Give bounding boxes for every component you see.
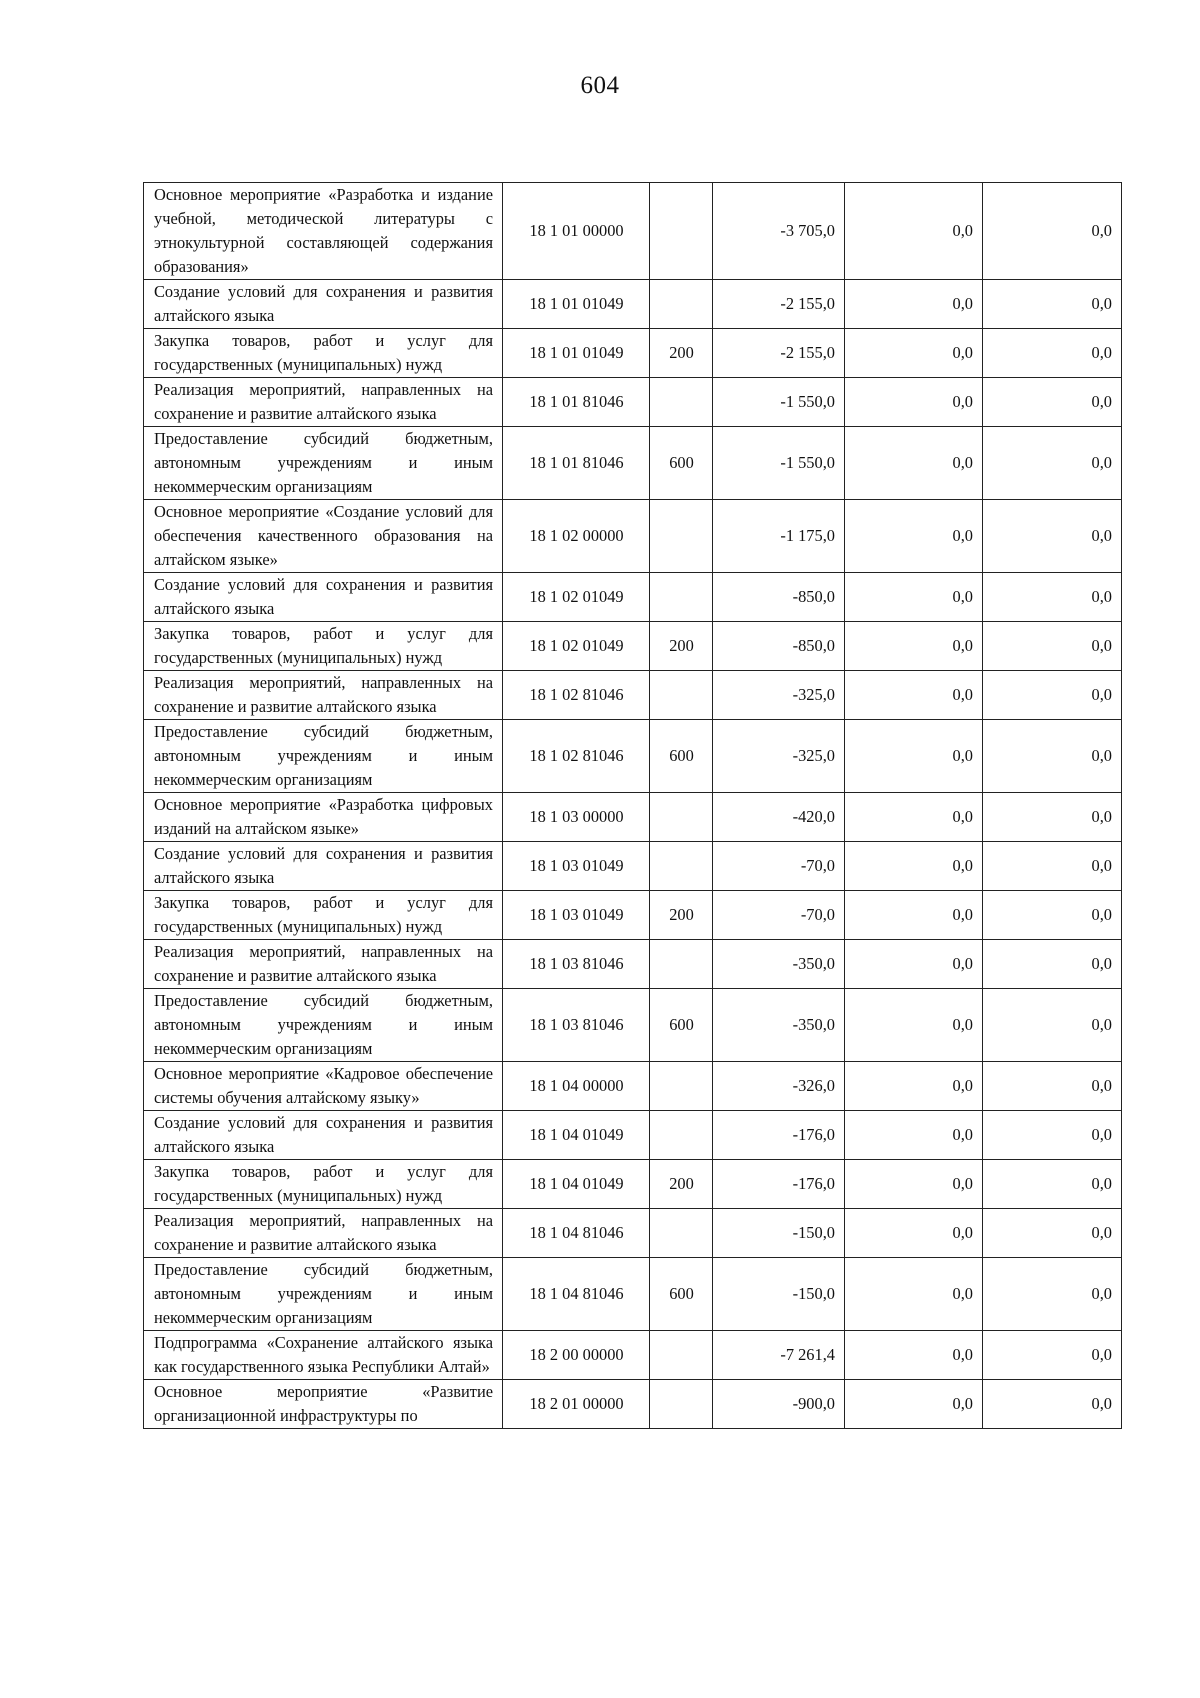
row-code-cell: 18 1 02 00000 <box>503 500 650 573</box>
row-expense-type-cell <box>650 183 713 280</box>
row-name-cell: Реализация мероприятий, направленных на сохранение и развитие алтайского языка <box>144 671 503 720</box>
row-expense-type-cell <box>650 1331 713 1380</box>
row-code-cell: 18 1 04 01049 <box>503 1160 650 1209</box>
row-amount-2-cell: 0,0 <box>845 891 983 940</box>
row-amount-cell: -7 261,4 <box>713 1331 845 1380</box>
row-amount-3-cell: 0,0 <box>983 1111 1122 1160</box>
row-amount-cell: -70,0 <box>713 891 845 940</box>
row-amount-cell: -850,0 <box>713 573 845 622</box>
row-amount-cell: -2 155,0 <box>713 329 845 378</box>
table-row <box>144 500 1122 573</box>
row-expense-type-cell: 200 <box>650 329 713 378</box>
row-code-cell: 18 1 02 81046 <box>503 720 650 793</box>
row-expense-type-cell <box>650 378 713 427</box>
table-row <box>144 427 1122 500</box>
table-row <box>144 793 1122 842</box>
row-name-cell: Создание условий для сохранения и развития алтайского языка <box>144 1111 503 1160</box>
row-expense-type-cell: 200 <box>650 891 713 940</box>
budget-table <box>143 182 1122 1429</box>
row-expense-type-cell <box>650 1111 713 1160</box>
row-expense-type-cell: 200 <box>650 622 713 671</box>
row-code-cell: 18 1 02 01049 <box>503 573 650 622</box>
row-amount-2-cell: 0,0 <box>845 622 983 671</box>
row-name-cell: Основное мероприятие «Развитие организационной инфраструктуры по <box>144 1380 503 1429</box>
row-name-cell: Реализация мероприятий, направленных на сохранение и развитие алтайского языка <box>144 378 503 427</box>
row-amount-2-cell: 0,0 <box>845 671 983 720</box>
row-amount-3-cell: 0,0 <box>983 1258 1122 1331</box>
row-code-cell: 18 1 01 01049 <box>503 329 650 378</box>
table-row <box>144 989 1122 1062</box>
row-amount-3-cell: 0,0 <box>983 671 1122 720</box>
row-expense-type-cell <box>650 500 713 573</box>
row-amount-cell: -1 175,0 <box>713 500 845 573</box>
table-row <box>144 622 1122 671</box>
row-code-cell: 18 1 03 81046 <box>503 940 650 989</box>
row-expense-type-cell <box>650 1062 713 1111</box>
table-row <box>144 183 1122 280</box>
row-amount-3-cell: 0,0 <box>983 183 1122 280</box>
row-amount-cell: -2 155,0 <box>713 280 845 329</box>
row-code-cell: 18 1 01 81046 <box>503 427 650 500</box>
table-row <box>144 1209 1122 1258</box>
row-amount-3-cell: 0,0 <box>983 891 1122 940</box>
row-amount-cell: -3 705,0 <box>713 183 845 280</box>
row-code-cell: 18 2 01 00000 <box>503 1380 650 1429</box>
row-amount-2-cell: 0,0 <box>845 1380 983 1429</box>
row-amount-2-cell: 0,0 <box>845 280 983 329</box>
row-amount-cell: -176,0 <box>713 1111 845 1160</box>
row-amount-2-cell: 0,0 <box>845 500 983 573</box>
row-name-cell: Основное мероприятие «Кадровое обеспечение системы обучения алтайскому языку» <box>144 1062 503 1111</box>
row-expense-type-cell <box>650 671 713 720</box>
row-name-cell: Создание условий для сохранения и развития алтайского языка <box>144 842 503 891</box>
row-name-cell: Создание условий для сохранения и развития алтайского языка <box>144 280 503 329</box>
row-code-cell: 18 1 03 01049 <box>503 842 650 891</box>
row-amount-2-cell: 0,0 <box>845 1160 983 1209</box>
row-amount-2-cell: 0,0 <box>845 842 983 891</box>
row-code-cell: 18 1 01 00000 <box>503 183 650 280</box>
row-code-cell: 18 1 04 81046 <box>503 1258 650 1331</box>
table-row <box>144 1258 1122 1331</box>
row-amount-3-cell: 0,0 <box>983 1331 1122 1380</box>
row-code-cell: 18 1 02 81046 <box>503 671 650 720</box>
row-amount-cell: -150,0 <box>713 1258 845 1331</box>
table-row <box>144 378 1122 427</box>
table-row <box>144 329 1122 378</box>
row-amount-3-cell: 0,0 <box>983 1380 1122 1429</box>
row-name-cell: Основное мероприятие «Разработка цифровых изданий на алтайском языке» <box>144 793 503 842</box>
row-amount-cell: -70,0 <box>713 842 845 891</box>
row-amount-cell: -150,0 <box>713 1209 845 1258</box>
table-row <box>144 1331 1122 1380</box>
row-code-cell: 18 1 04 01049 <box>503 1111 650 1160</box>
row-amount-3-cell: 0,0 <box>983 793 1122 842</box>
row-code-cell: 18 1 03 01049 <box>503 891 650 940</box>
row-amount-2-cell: 0,0 <box>845 183 983 280</box>
row-amount-cell: -326,0 <box>713 1062 845 1111</box>
row-amount-2-cell: 0,0 <box>845 329 983 378</box>
row-amount-3-cell: 0,0 <box>983 573 1122 622</box>
row-name-cell: Закупка товаров, работ и услуг для государственных (муниципальных) нужд <box>144 622 503 671</box>
row-amount-3-cell: 0,0 <box>983 500 1122 573</box>
row-name-cell: Создание условий для сохранения и развития алтайского языка <box>144 573 503 622</box>
row-amount-3-cell: 0,0 <box>983 720 1122 793</box>
row-name-cell: Основное мероприятие «Создание условий для обеспечения качественного образования на алтайском языке» <box>144 500 503 573</box>
row-code-cell: 18 2 00 00000 <box>503 1331 650 1380</box>
row-code-cell: 18 1 01 81046 <box>503 378 650 427</box>
row-amount-cell: -420,0 <box>713 793 845 842</box>
table-row <box>144 720 1122 793</box>
row-name-cell: Закупка товаров, работ и услуг для государственных (муниципальных) нужд <box>144 329 503 378</box>
row-amount-2-cell: 0,0 <box>845 793 983 842</box>
row-code-cell: 18 1 04 81046 <box>503 1209 650 1258</box>
row-name-cell: Предоставление субсидий бюджетным, автономным учреждениям и иным некоммерческим организациям <box>144 1258 503 1331</box>
table-row <box>144 940 1122 989</box>
row-expense-type-cell: 600 <box>650 989 713 1062</box>
table-row <box>144 573 1122 622</box>
row-name-cell: Предоставление субсидий бюджетным, автономным учреждениям и иным некоммерческим организациям <box>144 427 503 500</box>
row-expense-type-cell: 600 <box>650 427 713 500</box>
row-amount-3-cell: 0,0 <box>983 1160 1122 1209</box>
row-name-cell: Предоставление субсидий бюджетным, автономным учреждениям и иным некоммерческим организациям <box>144 720 503 793</box>
table-row <box>144 1111 1122 1160</box>
table-row <box>144 671 1122 720</box>
row-expense-type-cell <box>650 1209 713 1258</box>
row-code-cell: 18 1 04 00000 <box>503 1062 650 1111</box>
row-amount-3-cell: 0,0 <box>983 280 1122 329</box>
row-amount-cell: -350,0 <box>713 940 845 989</box>
row-code-cell: 18 1 03 81046 <box>503 989 650 1062</box>
row-amount-cell: -350,0 <box>713 989 845 1062</box>
row-amount-cell: -325,0 <box>713 671 845 720</box>
row-amount-3-cell: 0,0 <box>983 622 1122 671</box>
row-amount-2-cell: 0,0 <box>845 1258 983 1331</box>
row-amount-cell: -850,0 <box>713 622 845 671</box>
row-amount-cell: -900,0 <box>713 1380 845 1429</box>
row-amount-2-cell: 0,0 <box>845 1209 983 1258</box>
row-amount-2-cell: 0,0 <box>845 1062 983 1111</box>
row-code-cell: 18 1 02 01049 <box>503 622 650 671</box>
row-amount-2-cell: 0,0 <box>845 573 983 622</box>
row-amount-3-cell: 0,0 <box>983 842 1122 891</box>
table-row <box>144 891 1122 940</box>
row-expense-type-cell: 600 <box>650 1258 713 1331</box>
row-name-cell: Закупка товаров, работ и услуг для государственных (муниципальных) нужд <box>144 891 503 940</box>
row-expense-type-cell: 200 <box>650 1160 713 1209</box>
row-name-cell: Подпрограмма «Сохранение алтайского языка как государственного языка Республики Алтай» <box>144 1331 503 1380</box>
row-expense-type-cell: 600 <box>650 720 713 793</box>
row-amount-2-cell: 0,0 <box>845 720 983 793</box>
row-amount-3-cell: 0,0 <box>983 989 1122 1062</box>
table-row <box>144 1380 1122 1429</box>
table-row <box>144 1160 1122 1209</box>
row-amount-cell: -325,0 <box>713 720 845 793</box>
row-expense-type-cell <box>650 793 713 842</box>
row-amount-2-cell: 0,0 <box>845 940 983 989</box>
row-amount-cell: -1 550,0 <box>713 427 845 500</box>
row-amount-3-cell: 0,0 <box>983 378 1122 427</box>
row-amount-2-cell: 0,0 <box>845 427 983 500</box>
row-amount-2-cell: 0,0 <box>845 1111 983 1160</box>
row-expense-type-cell <box>650 1380 713 1429</box>
row-amount-cell: -1 550,0 <box>713 378 845 427</box>
page-number: 604 <box>580 72 620 99</box>
row-name-cell: Закупка товаров, работ и услуг для государственных (муниципальных) нужд <box>144 1160 503 1209</box>
row-code-cell: 18 1 03 00000 <box>503 793 650 842</box>
row-expense-type-cell <box>650 940 713 989</box>
row-name-cell: Основное мероприятие «Разработка и издание учебной, методической литературы с этнокультурной составляющей содержания образования» <box>144 183 503 280</box>
row-expense-type-cell <box>650 573 713 622</box>
table-row <box>144 1062 1122 1111</box>
row-amount-3-cell: 0,0 <box>983 1209 1122 1258</box>
row-amount-2-cell: 0,0 <box>845 378 983 427</box>
row-amount-3-cell: 0,0 <box>983 427 1122 500</box>
row-amount-2-cell: 0,0 <box>845 1331 983 1380</box>
row-name-cell: Предоставление субсидий бюджетным, автономным учреждениям и иным некоммерческим организациям <box>144 989 503 1062</box>
table-row <box>144 842 1122 891</box>
row-amount-2-cell: 0,0 <box>845 989 983 1062</box>
row-amount-3-cell: 0,0 <box>983 1062 1122 1111</box>
row-name-cell: Реализация мероприятий, направленных на сохранение и развитие алтайского языка <box>144 1209 503 1258</box>
row-name-cell: Реализация мероприятий, направленных на сохранение и развитие алтайского языка <box>144 940 503 989</box>
row-expense-type-cell <box>650 280 713 329</box>
table-row <box>144 280 1122 329</box>
row-expense-type-cell <box>650 842 713 891</box>
budget-table-body <box>144 183 1122 1429</box>
row-code-cell: 18 1 01 01049 <box>503 280 650 329</box>
row-amount-cell: -176,0 <box>713 1160 845 1209</box>
row-amount-3-cell: 0,0 <box>983 940 1122 989</box>
row-amount-3-cell: 0,0 <box>983 329 1122 378</box>
